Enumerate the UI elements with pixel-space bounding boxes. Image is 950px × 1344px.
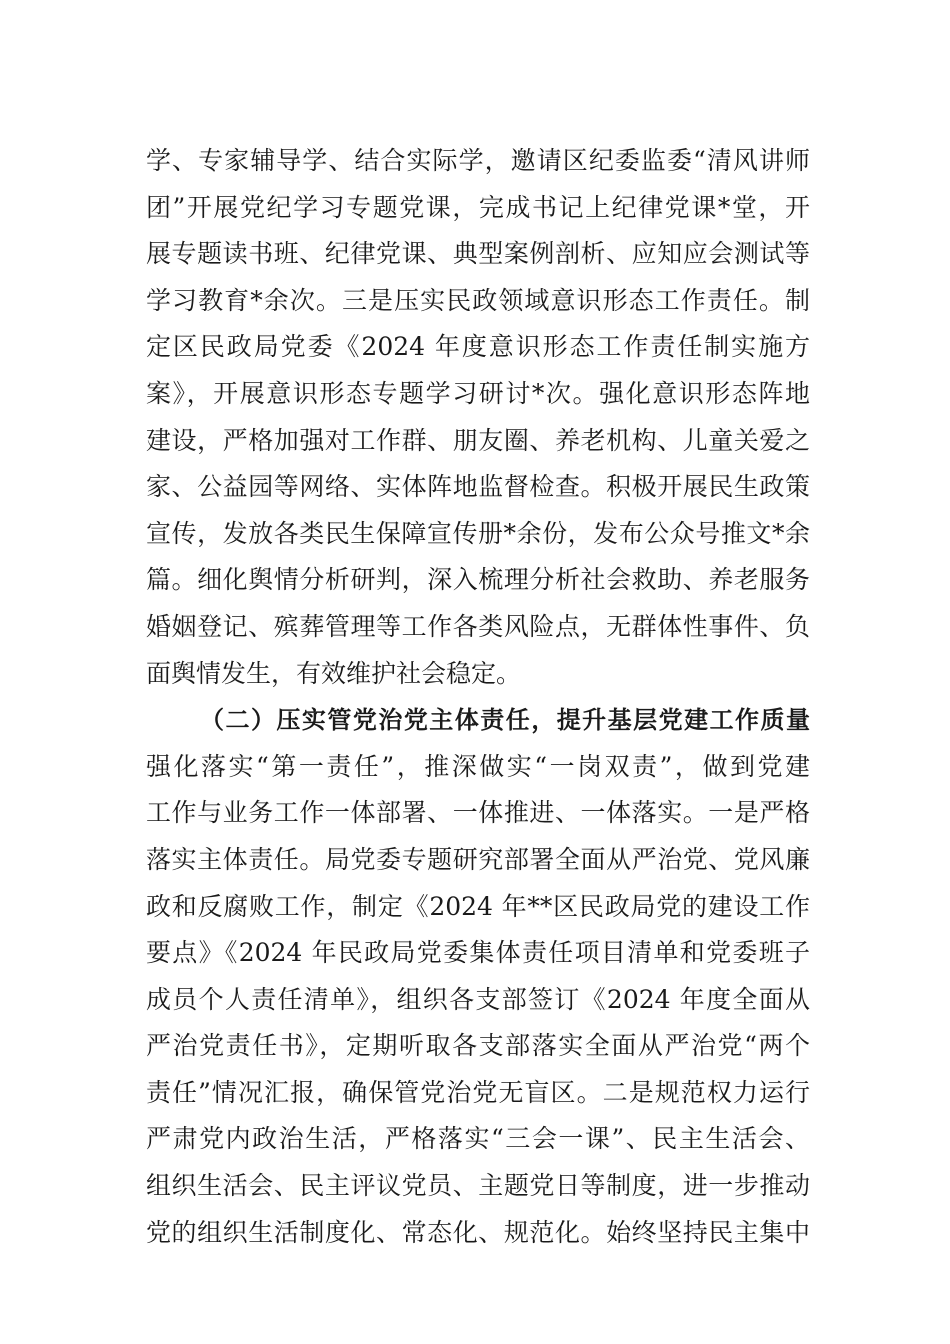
text-line: 落实主体责任。局党委专题研究部署全面从严治党、党风廉 — [146, 844, 810, 874]
document-body — [146, 138, 810, 1256]
text-line: 案》，开展意识形态专题学习研讨*次。强化意识形态阵地 — [146, 378, 810, 408]
text-line: 成员个人责任清单》，组织各支部签订《2024 年度全面从 — [146, 984, 810, 1014]
text-line: 婚姻登记、殡葬管理等工作各类风险点，无群体性事件、负 — [146, 611, 810, 641]
text-line: 建设，严格加强对工作群、朋友圈、养老机构、儿童关爱之 — [146, 425, 810, 455]
text-line: 强化落实“第一责任”，推深做实“一岗双责”，做到党建 — [146, 751, 810, 781]
section-heading: （二）压实管党治党主体责任，提升基层党建工作质量 — [200, 706, 810, 735]
text-line: 展专题读书班、纪律党课、典型案例剖析、应知应会测试等 — [146, 239, 810, 269]
text-line: 政和反腐败工作，制定《2024 年**区民政局党的建设工作 — [146, 891, 810, 921]
text-line: 学、专家辅导学、结合实际学，邀请区纪委监委“清风讲师 — [146, 146, 810, 175]
text-line: 篇。细化舆情分析研判，深入梳理分析社会救助、养老服务 — [146, 565, 810, 595]
text-line: 家、公益园等网络、实体阵地监督检查。积极开展民生政策 — [146, 472, 810, 502]
text-line: 定区民政局党委《2024 年度意识形态工作责任制实施方 — [146, 332, 810, 362]
text-line: 宣传，发放各类民生保障宣传册*余份，发布公众号推文*余 — [146, 518, 810, 548]
text-line: 学习教育*余次。三是压实民政领域意识形态工作责任。制 — [146, 285, 810, 315]
text-line: 团”开展党纪学习专题党课，完成书记上纪律党课*堂，开 — [146, 192, 810, 222]
text-line: 责任”情况汇报，确保管党治党无盲区。二是规范权力运行 — [146, 1077, 810, 1107]
text-line: 组织生活会、民主评议党员、主题党日等制度，进一步推动 — [146, 1171, 810, 1201]
text-line: 党的组织生活制度化、常态化、规范化。始终坚持民主集中 — [146, 1217, 810, 1247]
text-line: 工作与业务工作一体部署、一体推进、一体落实。一是严格 — [146, 798, 810, 828]
text-line: 严治党责任书》，定期听取各支部落实全面从严治党“两个 — [146, 1031, 810, 1061]
text-line: 严肃党内政治生活，严格落实“三会一课”、民主生活会、 — [146, 1124, 810, 1154]
text-line: 要点》《2024 年民政局党委集体责任项目清单和党委班子 — [146, 938, 810, 968]
paragraph-end-line: 面舆情发生，有效维护社会稳定。 — [146, 658, 522, 688]
